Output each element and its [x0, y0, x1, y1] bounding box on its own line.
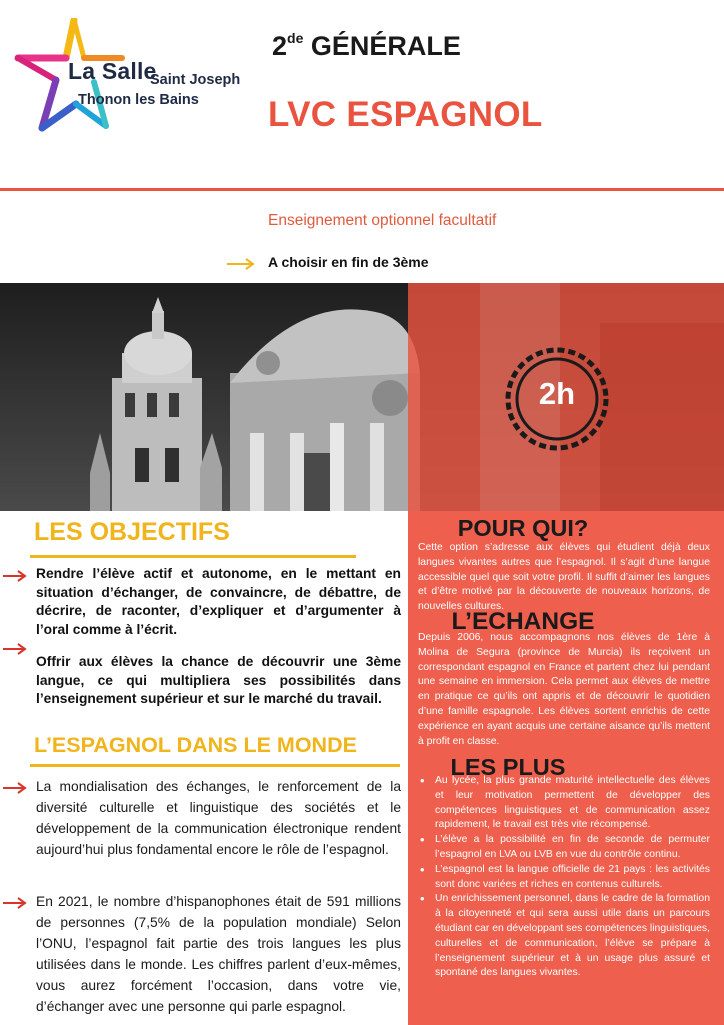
- monde-paragraph: En 2021, le nombre d’hispanophones était de 591 millions de personnes (7,5% de la population mondiale) Selon l’ONU, l’espagnol fait partie des trois langues les plus utilisées dans le monde. Les chiffres parlent d’eux-mêmes, vous aurez forcément l’occasion, dans votre vie, d’échanger avec une personne qui parle espagnol.: [36, 894, 401, 1014]
- grade-label: GÉNÉRALE: [310, 31, 461, 61]
- list-item: • Un enrichissement personnel, dans le cadre de la formation à la citoyenneté et qui sera aussi utile dans un parcours étudiant car en développant ses compétences linguistiques, culturelles et de communication, l’élève se prépare à l’enseignement supérieur et à un usage plus assuré et spontané des langues vivantes.: [418, 892, 710, 981]
- objectifs-heading: LES OBJECTIFS: [34, 518, 230, 546]
- hours-badge: 2h: [538, 376, 576, 411]
- header-divider: [0, 188, 724, 191]
- page-subtitle: Enseignement optionnel facultatif: [268, 212, 497, 229]
- logo-name: La Salle: [68, 58, 157, 84]
- arrow-right-icon: [226, 258, 256, 270]
- objectif-item: Offrir aux élèves la chance de découvrir une 3ème langue, ce qui multipliera ses possibilités dans l’enseignement supérieur et sur le marché du travail.: [36, 654, 401, 706]
- logo-place-line2: Thonon les Bains: [78, 92, 199, 108]
- cathedral-photo: [0, 283, 724, 511]
- arrow-right-icon: [2, 643, 28, 655]
- echange-heading: L’ECHANGE: [451, 608, 595, 635]
- list-item: • L’espagnol est la langue officielle de 21 pays : les activités sont donc variées et riches en contenus culturels.: [418, 863, 710, 893]
- list-item: • L’élève a la possibilité en fin de seconde de permuter l’espagnol en LVA ou LVB en vue du contrôle continu.: [418, 833, 710, 863]
- les-plus-list: [418, 774, 710, 981]
- arrow-right-icon: [2, 782, 28, 794]
- echange-text: Depuis 2006, nous accompagnons nos élèves de 1ère à Molina de Segura (province de Murcia) ils reçoivent un correspondant espagnol en France et partent chez lui pendant une semaine en immersion. Cela permet aux élèves de mettre en pratique ce qu’ils ont appris et de découvrir le quotidien d’une famille espagnole. Les élèves sortent enrichis de cette expérience en ayant acquis une certaine aisance qu’ils mettent à profit en classe.: [418, 632, 710, 747]
- les-plus-heading: LES PLUS: [450, 754, 566, 780]
- pour-qui-text: Cette option s’adresse aux élèves qui étudient déjà deux langues vivantes autres que l’espagnol. Il s’agit d’une langue accessible quel que soit votre profil. Il suffit d’aimer les langues et d’être motivé par la découverte de nouveaux horizons, de nouvelles cultures.: [418, 542, 710, 613]
- pour-qui-heading: POUR QUI?: [457, 515, 589, 541]
- monde-paragraph: La mondialisation des échanges, le renforcement de la diversité culturelle et linguistique des sociétés et le développement de la communication électronique rendent aujourd’hui plus fondamental encore le rôle de l’espagnol.: [36, 779, 401, 857]
- arrow-right-icon: [2, 570, 28, 582]
- grade-suffix: de: [287, 30, 304, 46]
- page-title: LVC ESPAGNOL: [268, 95, 543, 134]
- monde-underline: [30, 764, 400, 767]
- choose-note: A choisir en fin de 3ème: [268, 254, 429, 270]
- objectif-item: Rendre l’élève actif et autonome, en le mettant en situation d’échanger, de convaincre, de débattre, de décrire, de raconter, d’expliquer et d’argumenter à l’oral comme à l’écrit.: [36, 566, 401, 637]
- list-item: • Au lycée, la plus grande maturité intellectuelle des élèves et leur motivation permettent de développer des compétences linguistiques et de communication assez rapidement, le travail est très vite récompensé.: [418, 774, 710, 833]
- arrow-right-icon: [2, 897, 28, 909]
- objectifs-underline: [30, 555, 356, 558]
- grade-title: [272, 30, 461, 62]
- grade-number: 2: [272, 31, 288, 61]
- monde-heading: L’ESPAGNOL DANS LE MONDE: [34, 733, 357, 757]
- logo-place-line1: Saint Joseph: [150, 72, 241, 88]
